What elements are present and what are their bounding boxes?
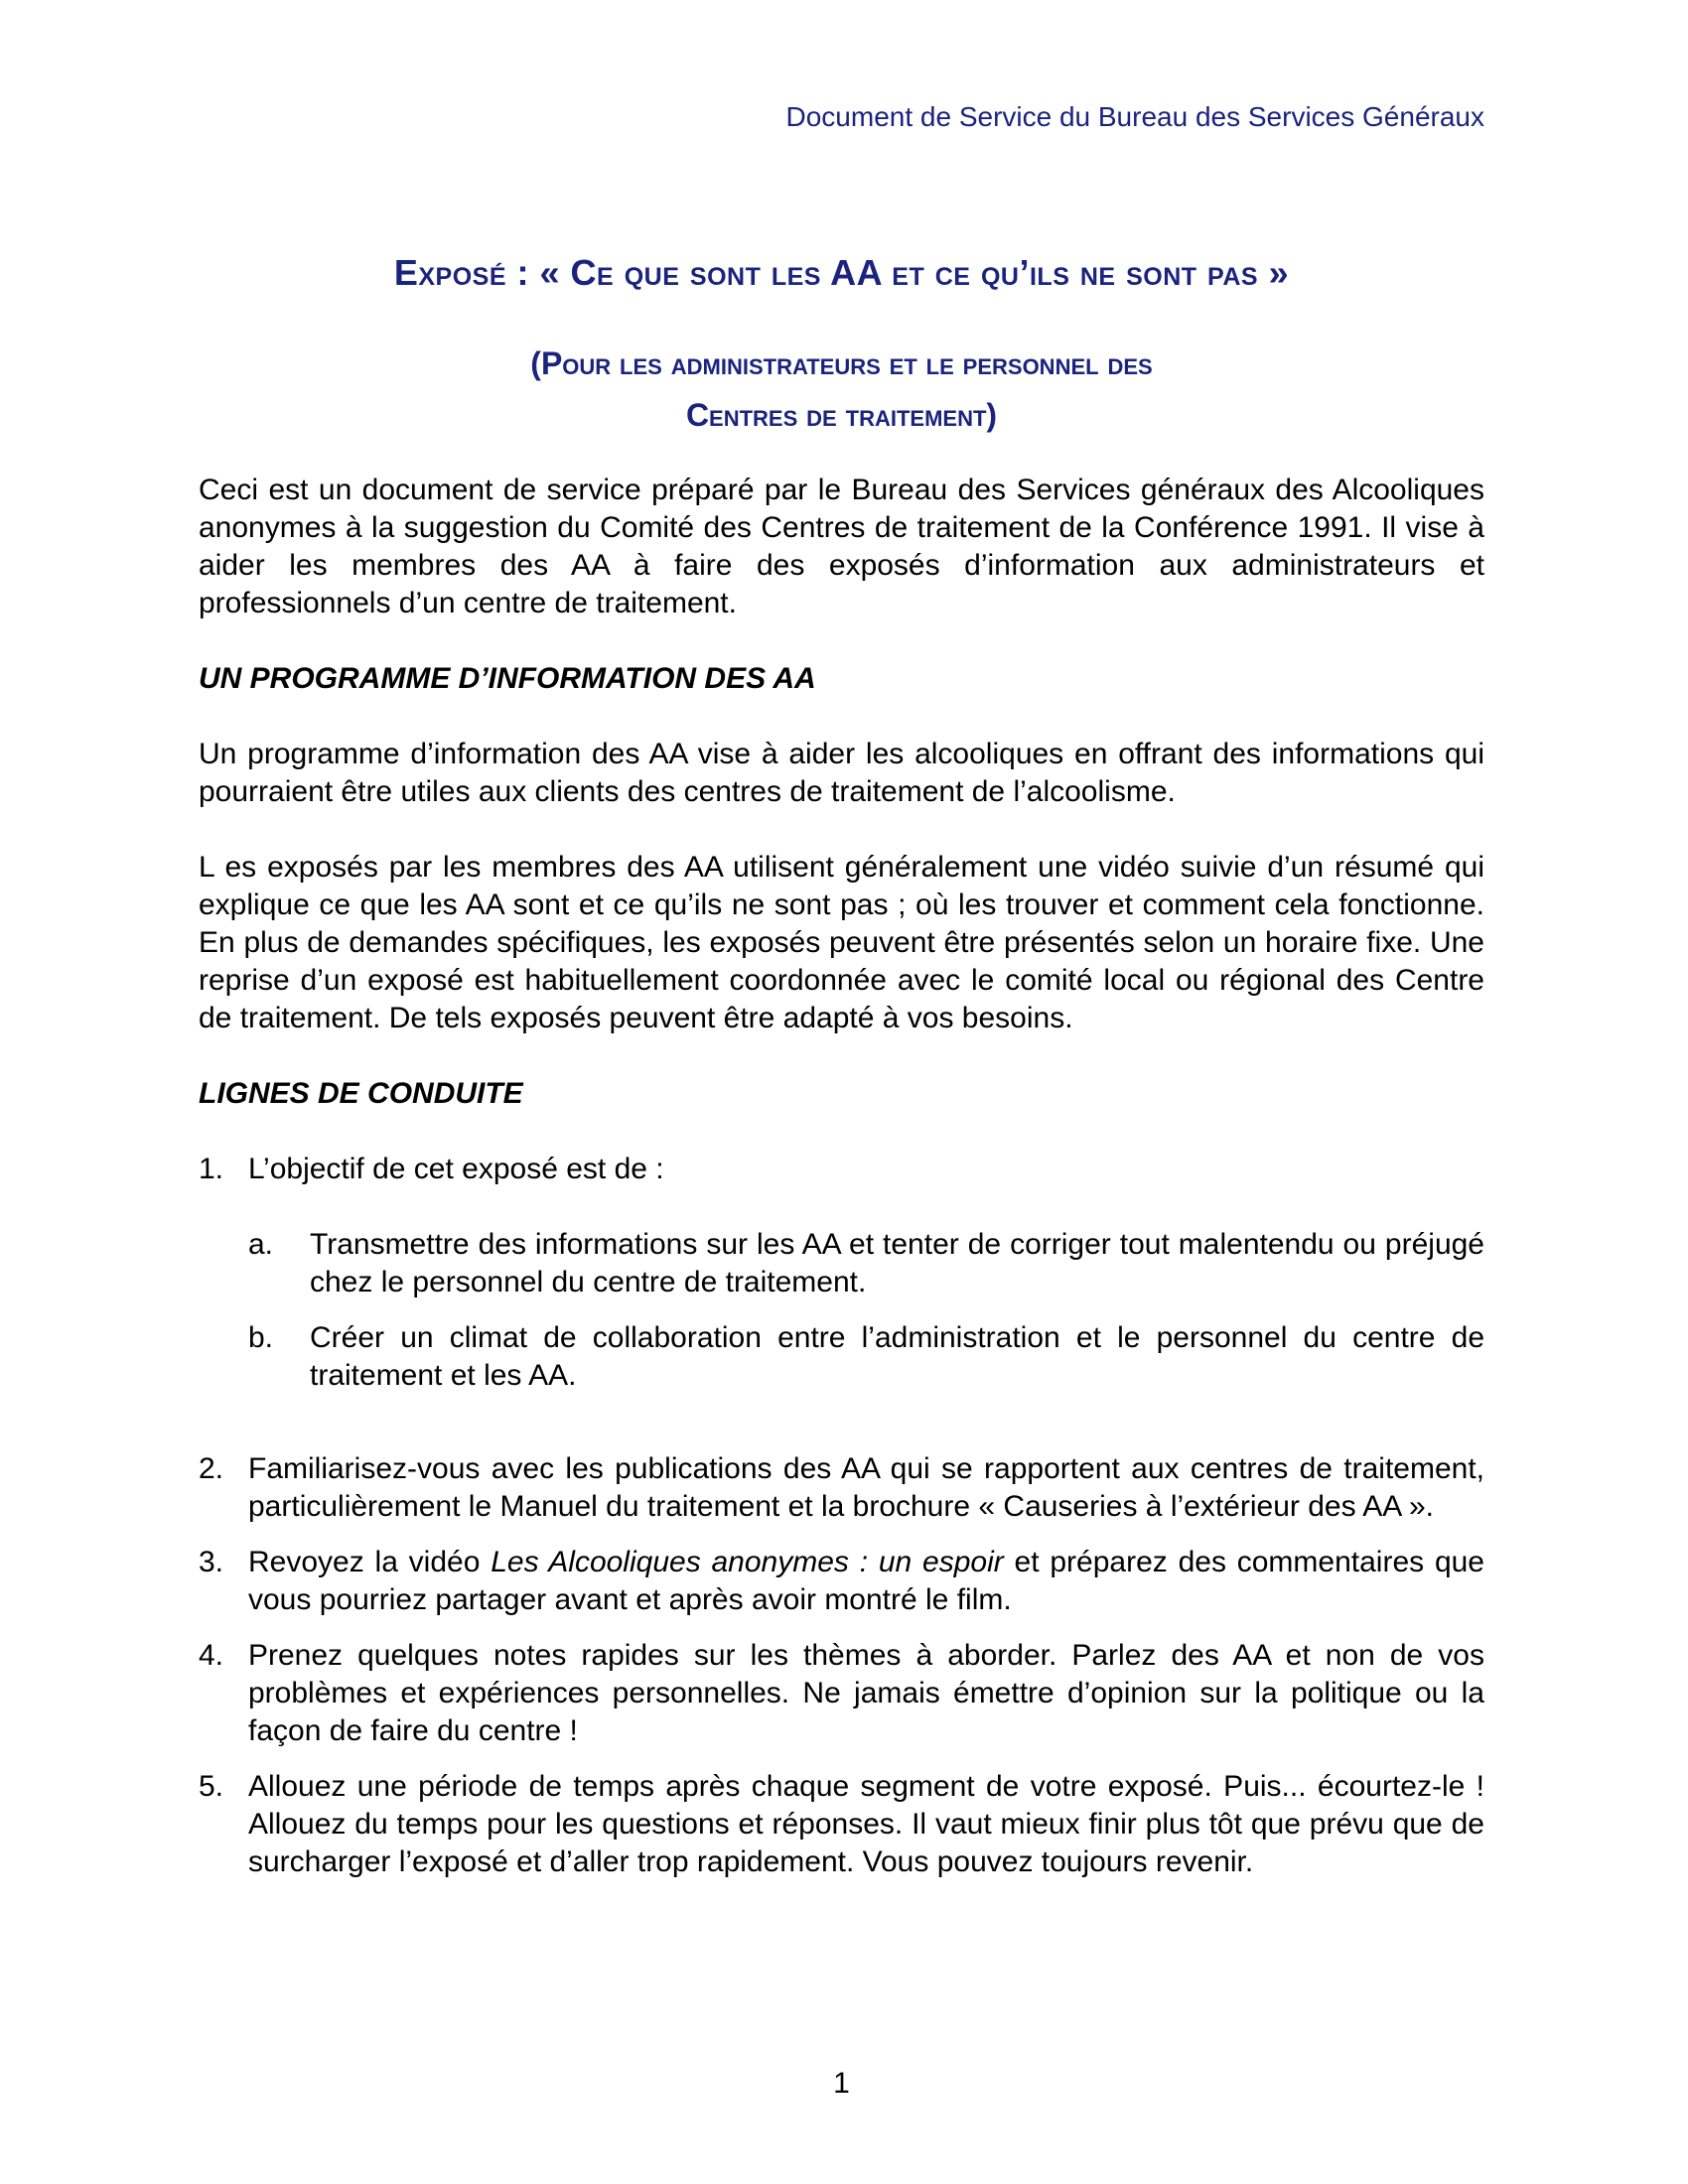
guideline-subitems [199, 1226, 1484, 1395]
list-item-text: Créer un climat de collaboration entre l’administration et le personnel du centre de traitement et les AA. [310, 1321, 1484, 1392]
programme-paragraph-1: Un programme d’information des AA vise à aider les alcooliques en offrant des informations qui pourraient être utiles aux clients des centres de traitement de l’alcoolisme. [199, 738, 1484, 808]
list-letter: a. [248, 1228, 274, 1261]
guidelines-list [199, 1151, 1484, 1881]
list-number: 1. [199, 1153, 224, 1185]
page-header: Document de Service du Bureau des Services Généraux [785, 101, 1484, 132]
guideline-item-1 [199, 1151, 1484, 1188]
page-number: 1 [833, 2067, 850, 2100]
section-heading-programme: UN PROGRAMME D’INFORMATION DES AA [199, 662, 816, 695]
guideline-subitem-b [199, 1319, 1484, 1395]
list-item-text: L’objectif de cet exposé est de : [248, 1153, 664, 1185]
list-number: 2. [199, 1452, 224, 1485]
list-number: 3. [199, 1546, 224, 1578]
guideline-item-2 [199, 1450, 1484, 1526]
guideline-item-3 [199, 1544, 1484, 1619]
list-number: 5. [199, 1770, 224, 1803]
list-item-text-before: Revoyez la vidéo [248, 1546, 492, 1578]
guideline-subitem-a [199, 1226, 1484, 1301]
section-heading-guidelines: LIGNES DE CONDUITE [199, 1077, 523, 1110]
document-body [199, 472, 1484, 1881]
document-title: Exposé : « Ce que sont les AA et ce qu’ils ne sont pas » [393, 252, 1290, 293]
list-number: 4. [199, 1639, 224, 1672]
list-item-text: Allouez une période de temps après chaque segment de votre exposé. Puis... écourtez-le ! Allouez du temps pour les questions et réponses. Il vaut mieux finir plus tôt que prévu que de surcharger l’exposé et d’aller trop rapidement. Vous pouvez toujours revenir. [248, 1770, 1484, 1878]
list-letter: b. [248, 1321, 274, 1354]
list-item-text: Prenez quelques notes rapides sur les thèmes à aborder. Parlez des AA et non de vos problèmes et expériences personnelles. Ne jamais émettre d’opinion sur la politique ou la façon de faire du centre ! [248, 1639, 1484, 1747]
subtitle-line-2: Centres de traitement) [685, 397, 998, 433]
video-title: Les Alcooliques anonymes : un espoir [491, 1546, 1004, 1578]
intro-paragraph: Ceci est un document de service préparé par le Bureau des Services généraux des Alcooliques anonymes à la suggestion du Comité des Centres de traitement de la Conférence 1991. Il vise à aider les membres des AA à faire des exposés d’information aux administrateurs et professionnels d’un centre de traitement. [199, 474, 1484, 619]
guideline-item-4 [199, 1637, 1484, 1750]
list-item-text: Familiarisez-vous avec les publications des AA qui se rapportent aux centres de traitement, particulièrement le Manuel du traitement et la brochure « Causeries à l’extérieur des AA ». [248, 1452, 1484, 1523]
list-item-text: Transmettre des informations sur les AA et tenter de corriger tout malentendu ou préjugé chez le personnel du centre de traitement. [310, 1228, 1484, 1298]
subtitle-line-1: (Pour les administrateurs et le personnel des [530, 345, 1153, 381]
document-subtitle [199, 338, 1484, 441]
list-item-text-after: et préparez des commentaires que vous pourriez partager avant et après avoir montré le film. [248, 1546, 1484, 1616]
programme-paragraph-2: L es exposés par les membres des AA utilisent généralement une vidéo suivie d’un résumé qui explique ce que les AA sont et ce qu’ils ne sont pas ; où les trouver et comment cela fonctionne. En plus de demandes spécifiques, les exposés peuvent être présentés selon un horaire fixe. Une reprise d’un exposé est habituellement coordonnée avec le comité local ou régional des Centre de traitement. De tels exposés peuvent être adapté à vos besoins. [199, 851, 1484, 1034]
guideline-item-5 [199, 1768, 1484, 1881]
